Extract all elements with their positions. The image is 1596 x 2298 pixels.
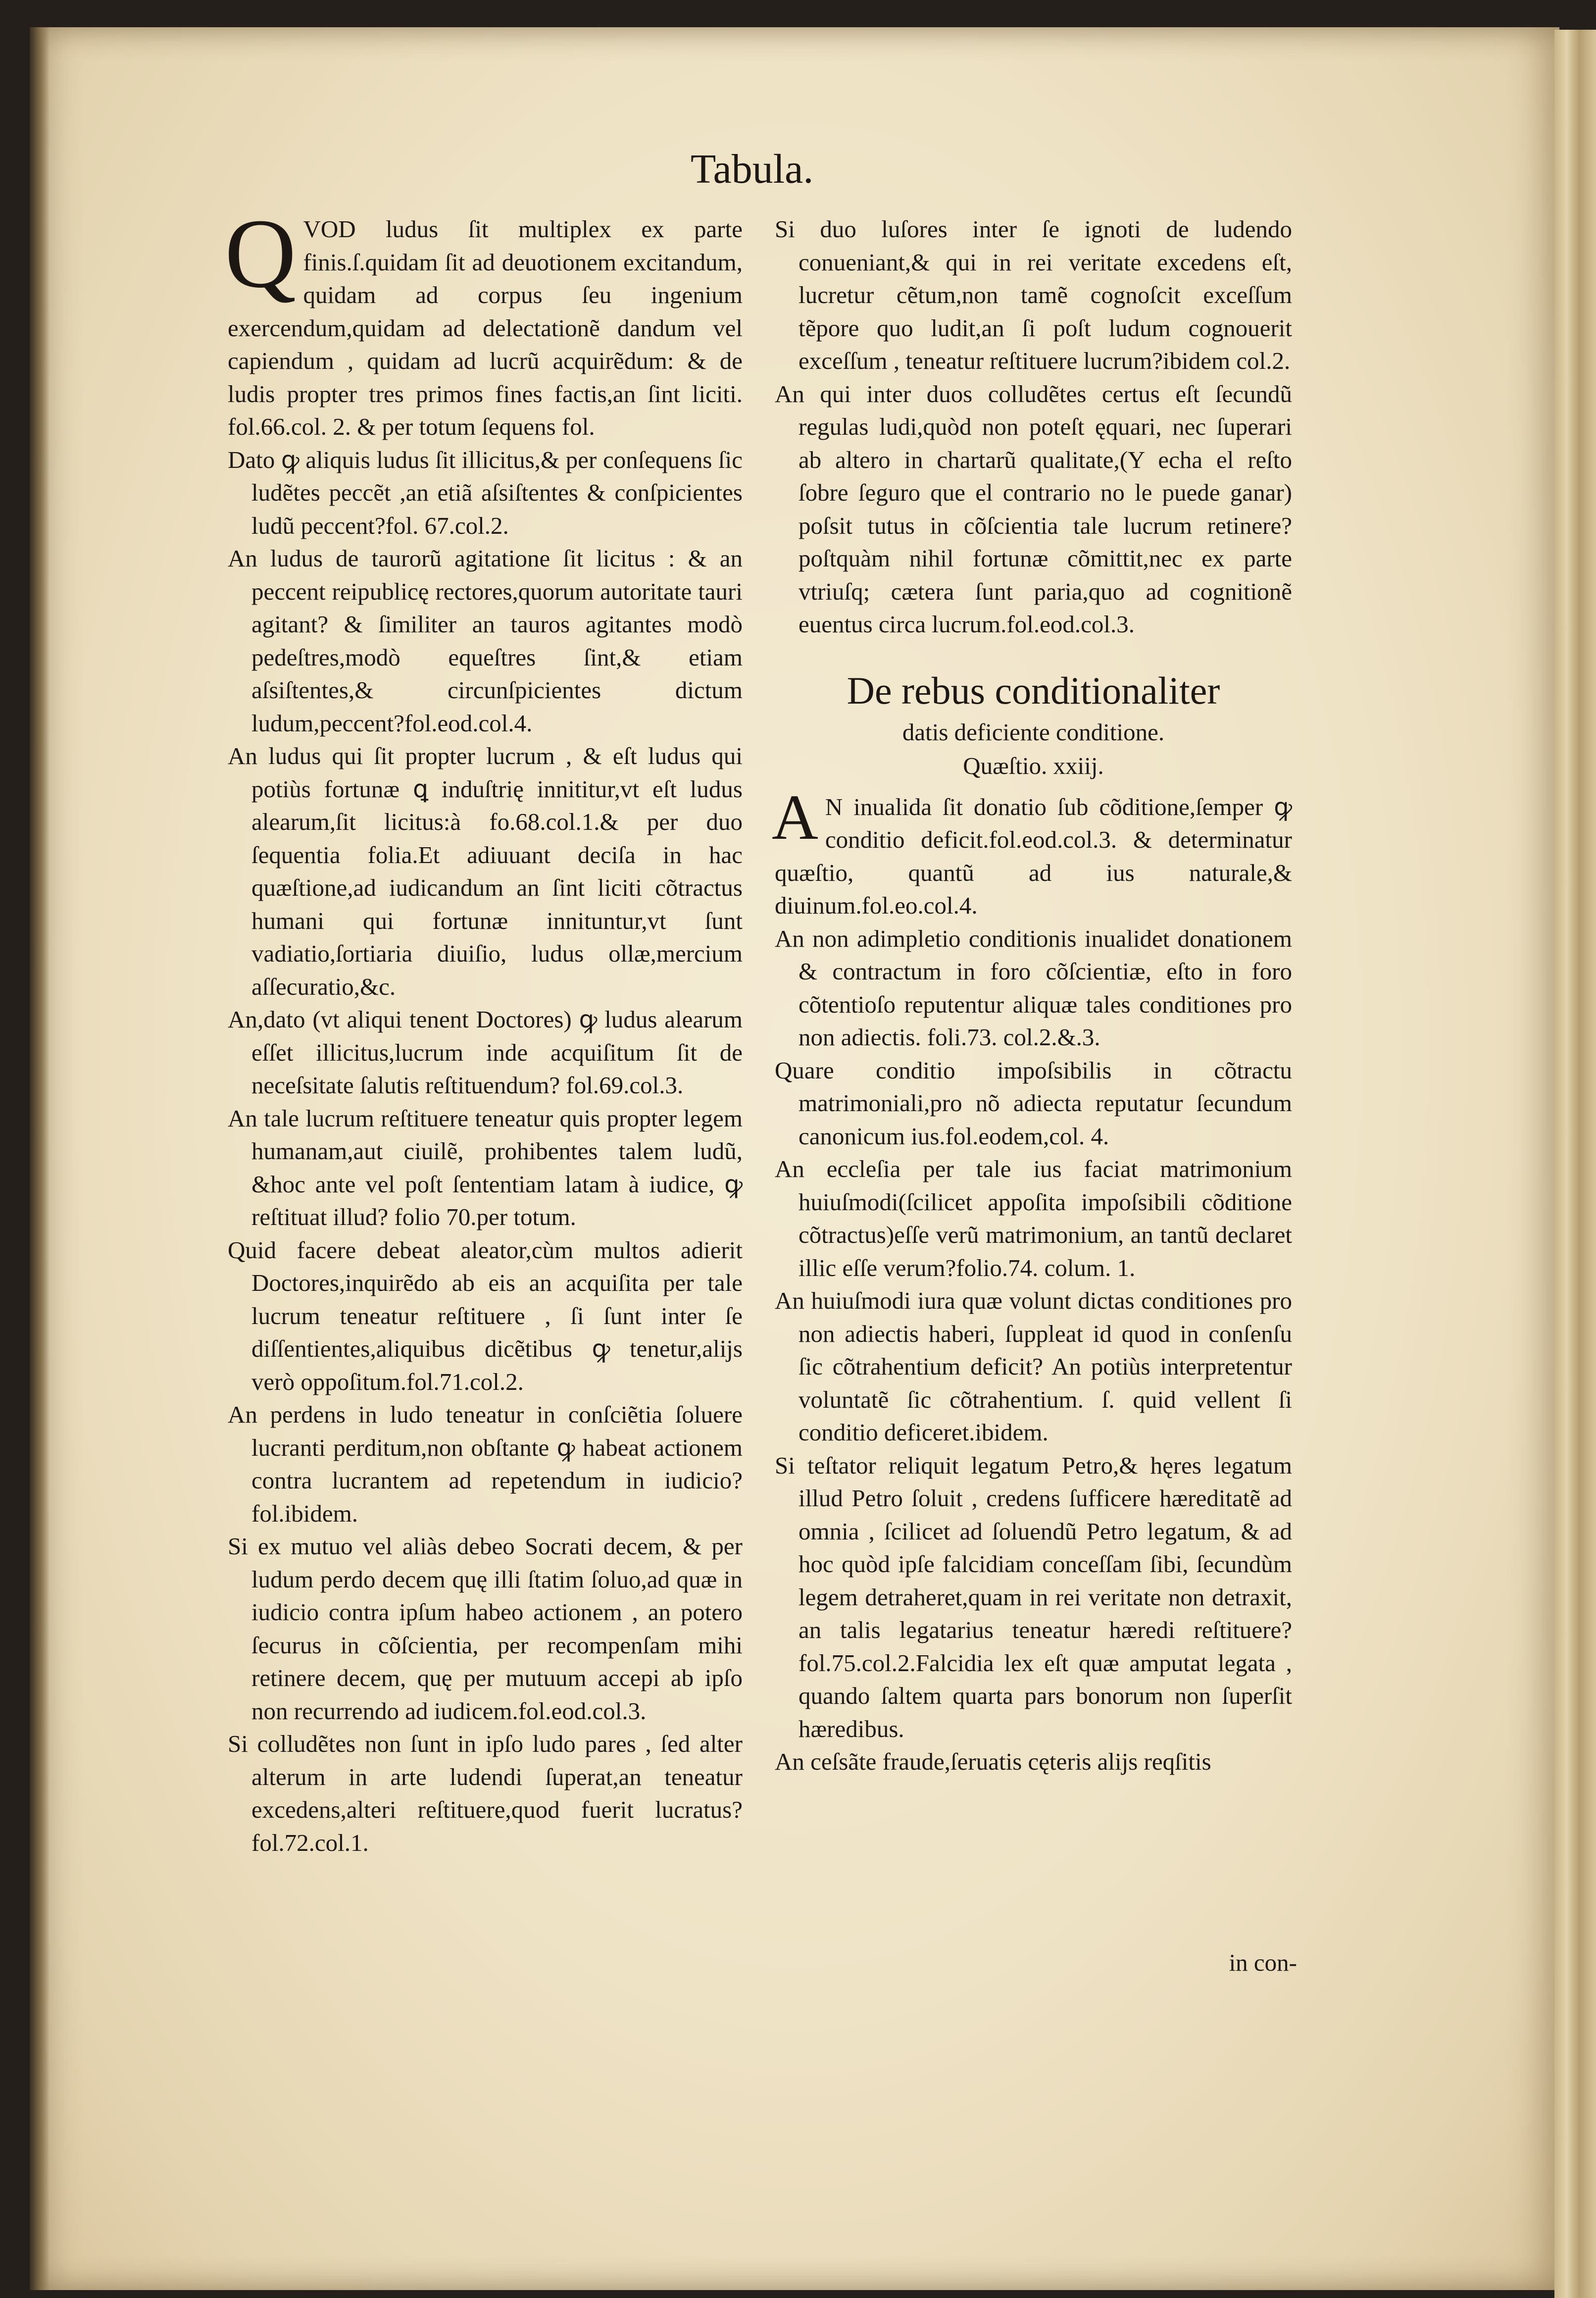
entry-text: VOD ludus ſit multiplex ex parte finis.ſ.quidam ſit ad deuotionem excitandum, quidam ad corpus ſeu ingenium exercendum,quidam ad delectationẽ dandum vel capiendum , quidam ad lucrũ acquirẽdum: & de ludis propter tres primos fines factis,an ſint liciti. fol.66.col. 2. & per totum ſequens fol. bbox=[228, 215, 743, 440]
index-entry: An eccleſia per tale ius faciat matrimonium huiuſmodi(ſcilicet appoſita impoſsibili cõditione cõtractus)eſſe verũ matrimonium, an tantũ declaret illic eſſe verum?folio.74. colum. 1. bbox=[775, 1155, 1292, 1281]
index-entry: Si colludẽtes non ſunt in ipſo ludo pares , ſed alter alterum in arte ludendi ſuperat,an teneatur excedens,alteri reſtituere,quod fuerit lucratus?fol.72.col.1. bbox=[228, 1730, 743, 1856]
index-entry: Dato ꝙ aliquis ludus ſit illicitus,& per conſequens ſic ludẽtes peccẽt ,an etiã aſsiſtentes & conſpicientes ludũ peccent?fol. 67.col.2. bbox=[228, 446, 743, 539]
right-column bbox=[772, 213, 1292, 1779]
drop-capital: A bbox=[772, 781, 818, 853]
index-entry: An huiuſmodi iura quæ volunt dictas conditiones pro non adiectis haberi, ſuppleat id quod in conſenſu ſic cõtrahentium deficit? An potiùs interpretentur voluntatẽ ſic cõtrahentium. ſ. quid vellent ſi conditio deficeret.ibidem. bbox=[775, 1287, 1292, 1446]
drop-capital: Q bbox=[225, 199, 297, 308]
index-entry: Quid facere debeat aleator,cùm multos adierit Doctores,inquirẽdo ab eis an acquiſita per tale lucrum teneatur reſtituere , ſi ſunt inter ſe diſſentientes,aliquibus dicẽtibus ꝙ tenetur,alijs verò oppoſitum.fol.71.col.2. bbox=[228, 1236, 743, 1395]
left-column bbox=[225, 199, 743, 1859]
index-entry: Si duo luſores inter ſe ignoti de ludendo conueniant,& qui in rei veritate excedens eſt, lucretur cẽtum,non tamẽ cognoſcit exceſſum tẽpore quo ludit,an ſi poſt ludum cognouerit exceſſum , teneatur reſtituere lucrum?ibidem col.2. bbox=[775, 215, 1292, 374]
index-entry bbox=[225, 199, 743, 444]
running-header: Tabula. bbox=[691, 146, 814, 192]
index-entry bbox=[772, 781, 1292, 922]
index-entry: An,dato (vt aliqui tenent Doctores) ꝙ ludus alearum eſſet illicitus,lucrum inde acquiſitum ſit de neceſsitate ſalutis reſtituendum? fol.69.col.3. bbox=[228, 1006, 743, 1099]
entry-text: N inualida ſit donatio ſub cõditione,ſemper ꝙ conditio deficit.fol.eod.col.3. & determinatur quæſtio, quantũ ad ius naturale,& diuinum.fol.eo.col.4. bbox=[775, 793, 1292, 919]
catchword: in con- bbox=[1229, 1949, 1297, 1976]
index-entry: Si ex mutuo vel aliàs debeo Socrati decem, & per ludum perdo decem quę illi ſtatim ſoluo,ad quæ in iudicio contra ipſum habeo actionem , an potero ſecurus in cõſcientia, per recompenſam mihi retinere decem, quę per mutuum accepi ab ipſo non recurrendo ad iudicem.fol.eod.col.3. bbox=[228, 1532, 743, 1725]
index-entry: An perdens in ludo teneatur in conſciẽtia ſoluere lucranti perditum,non obſtante ꝙ habeat actionem contra lucrantem ad repetendum in iudicio?fol.ibidem. bbox=[228, 1401, 743, 1527]
index-entry: An ludus qui ſit propter lucrum , & eſt ludus qui potiùs fortunæ ꝗ induſtrię innititur,vt eſt ludus alearum,ſit licitus:à fo.68.col.1.& per duo ſequentia folia.Et adiuuant deciſa in hac quæſtione,ad iudicandum an ſint liciti cõtractus humani qui fortunæ innituntur,vt ſunt vadiatio,ſortiaria diuiſio, ludus ollæ,mercium aſſecuratio,&c. bbox=[228, 742, 743, 1000]
book-fore-edge bbox=[1554, 30, 1596, 2298]
index-entry: An ceſsãte fraude,ſeruatis cęteris alijs reqſitis bbox=[775, 1748, 1211, 1775]
question-number: Quæſtio. xxiij. bbox=[963, 752, 1104, 779]
index-entry: An non adimpletio conditionis inualidet donationem & contractum in foro cõſcientiæ, eſto in foro cõtentioſo reputentur aliquæ tales conditiones pro non adiectis. foli.73. col.2.&.3. bbox=[775, 924, 1292, 1051]
index-entry: An qui inter duos colludẽtes certus eſt ſecundũ regulas ludi,quòd non poteſt ęquari, nec ſuperari ab altero in chartarũ qualitate,(Y echa el reſto ſobre ſeguro que el contrario no le puede ganar) poſsit tutus in cõſcientia tale lucrum retinere? poſtquàm nihil fortunæ cõmittit,nec ex parte vtriuſq; cætera ſunt paria,quo ad cognitionẽ euentus circa lucrum.fol.eod.col.3. bbox=[775, 380, 1292, 638]
index-entry: An ludus de taurorũ agitatione ſit licitus : & an peccent reipublicę rectores,quorum autoritate tauri agitant? & ſimiliter an tauros agitantes modò pedeſtres,modò equeſtres ſint,& etiam aſsiſtentes,& circunſpicientes dictum ludum,peccent?fol.eod.col.4. bbox=[228, 545, 743, 737]
book-gutter bbox=[30, 27, 50, 2290]
index-entry: An tale lucrum reſtituere teneatur quis propter legem humanam,aut ciuilẽ, prohibentes talem ludũ, &hoc ante vel poſt ſententiam latam à iudice, ꝙ reſtituat illud? folio 70.per totum. bbox=[228, 1104, 743, 1230]
index-entry: Quare conditio impoſsibilis in cõtractu matrimoniali,pro nõ adiecta reputatur ſecundum canonicum ius.fol.eodem,col. 4. bbox=[775, 1056, 1292, 1150]
index-entry: Si teſtator reliquit legatum Petro,& hęres legatum illud Petro ſoluit , credens ſufficere hæreditatẽ ad omnia , ſcilicet ad ſoluendũ Petro legatum, & ad hoc quòd ipſe falcidiam conceſſam ſibi, ſecundùm legem detraheret,quam in rei veritate non detraxit, an talis legatarius teneatur hæredi reſtituere?fol.75.col.2.Falcidia lex eſt quæ amputat legata , quando ſaltem quarta pars bonorum non ſuperſit hæredibus. bbox=[775, 1451, 1292, 1742]
section-title: De rebus conditionaliter bbox=[847, 668, 1220, 712]
section-subtitle: datis deficiente conditione. bbox=[902, 718, 1165, 746]
